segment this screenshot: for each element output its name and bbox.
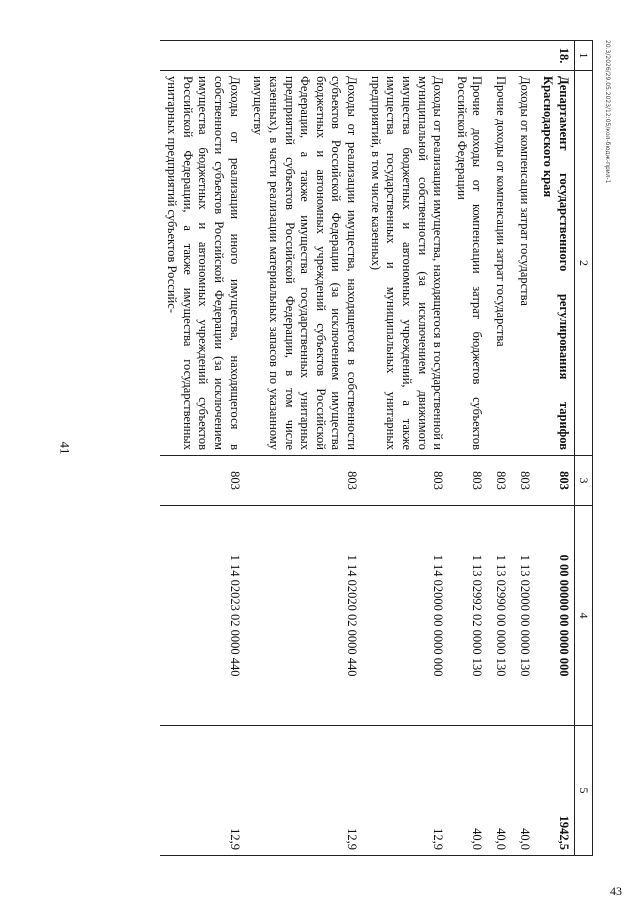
classification-code-cell: 1 14 02020 02 0000 440 xyxy=(246,506,363,726)
row-name-cell: Прочие доходы от компенсации затрат государства xyxy=(489,71,513,456)
amount-cell: 12,9 xyxy=(160,726,246,856)
admin-code-cell: 803 xyxy=(512,456,536,506)
table-row xyxy=(489,41,513,856)
row-number-cell xyxy=(363,41,449,71)
row-name-cell: Доходы от компенсации затрат государства xyxy=(512,71,536,456)
row-name-cell: Доходы от реализации иного имущества, находящегося в собственности субъектов Российской Федерации (за исключением имущества бюджетных и автономных учреждений субъектов Российской Федерации, а также имущества государственных унитарных предприятий субъектов Российс- xyxy=(160,71,246,456)
classification-code-cell: 1 13 02992 02 0000 130 xyxy=(449,506,488,726)
table-row xyxy=(160,41,246,856)
admin-code-cell: 803 xyxy=(246,456,363,506)
table-container xyxy=(98,40,593,855)
row-number-cell xyxy=(246,41,363,71)
admin-code-cell: 803 xyxy=(363,456,449,506)
amount-cell: 40,0 xyxy=(449,726,488,856)
document-stamp xyxy=(603,40,613,300)
row-number-cell xyxy=(160,41,246,71)
row-name-cell: Департамент государственного регулирования тарифов Краснодарского края xyxy=(536,71,575,456)
table-row xyxy=(536,41,575,856)
classification-code-cell: 0 00 00000 00 0000 000 xyxy=(536,506,575,726)
row-name-cell: Доходы от реализации имущества, находящегося в государственной и муниципальной собственности (за исключением движимого имущества бюджетных и автономных учреждений, а также имущества государственных и муниципальных унитарных предприятий, в том числе казенных) xyxy=(363,71,449,456)
table-row xyxy=(449,41,488,856)
header-cell: 1 xyxy=(575,41,593,71)
table-row xyxy=(512,41,536,856)
classification-code-cell: 1 14 02000 00 0000 000 xyxy=(363,506,449,726)
admin-code-cell: 803 xyxy=(536,456,575,506)
header-cell: 5 xyxy=(575,726,593,856)
amount-cell: 12,9 xyxy=(363,726,449,856)
classification-code-cell: 1 13 02000 00 0000 130 xyxy=(512,506,536,726)
classification-code-cell: 1 13 02990 00 0000 130 xyxy=(489,506,513,726)
admin-code-cell: 803 xyxy=(449,456,488,506)
header-cell: 4 xyxy=(575,506,593,726)
revenue-table xyxy=(160,40,593,856)
header-cell: 3 xyxy=(575,456,593,506)
row-number-cell xyxy=(512,41,536,71)
stamp-text: 20.3/2026/29.05.2023/12:05/кол-бюдж-прил-1 xyxy=(604,40,611,184)
page-number-bottom: 43 xyxy=(610,884,622,898)
page-number: 41 xyxy=(57,441,73,455)
amount-cell: 40,0 xyxy=(489,726,513,856)
amount-cell: 40,0 xyxy=(512,726,536,856)
row-number-cell: 18. xyxy=(536,41,575,71)
amount-cell: 1942,5 xyxy=(536,726,575,856)
header-row xyxy=(575,41,593,856)
table-row xyxy=(363,41,449,856)
table-row xyxy=(246,41,363,856)
row-name-cell: Доходы от реализации имущества, находящегося в собственности субъектов Российской Федерации (за исключением имущества бюджетных и автономных учреждений субъектов Российской Федерации, а также имущества государственных унитарных предприятий субъектов Российской Федерации, в том числе казенных), в части реализации материальных запасов по указанному имуществу xyxy=(246,71,363,456)
classification-code-cell: 1 14 02023 02 0000 440 xyxy=(160,506,246,726)
admin-code-cell: 803 xyxy=(489,456,513,506)
row-number-cell xyxy=(449,41,488,71)
admin-code-cell: 803 xyxy=(160,456,246,506)
rotated-table-area xyxy=(98,40,593,855)
header-cell: 2 xyxy=(575,71,593,456)
amount-cell: 12,9 xyxy=(246,726,363,856)
row-number-cell xyxy=(489,41,513,71)
row-name-cell: Прочие доходы от компенсации затрат бюджетов субъектов Российской Федерации xyxy=(449,71,488,456)
